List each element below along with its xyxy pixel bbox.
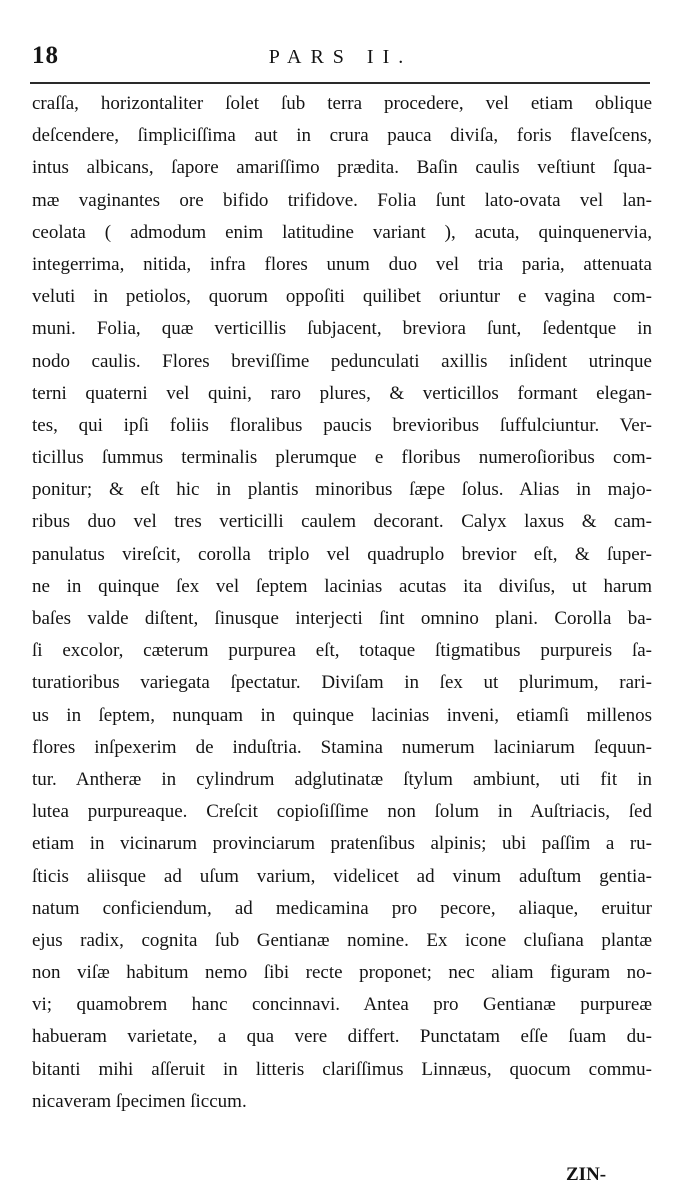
text-line: ſticis aliisque ad uſum varium, videlicet ad vinum aduſtum gentia- — [32, 865, 652, 887]
page-number: 18 — [32, 42, 59, 69]
text-line: nodo caulis. Flores breviſſime pedunculati axillis inſident utrinque — [32, 350, 652, 372]
running-head: PARS II. — [268, 46, 413, 68]
text-line: ribus duo vel tres verticilli caulem decorant. Calyx laxus & cam- — [32, 511, 652, 533]
text-line: natum conficiendum, ad medicamina pro pecore, aliaque, eruitur — [32, 897, 652, 919]
text-line: ejus radix, cognita ſub Gentianæ nomine. Ex icone cluſiana plantæ — [32, 929, 652, 951]
text-line: craſſa, horizontaliter ſolet ſub terra procedere, vel etiam oblique — [32, 93, 652, 114]
text-line: nicaveram ſpecimen ſiccum. — [32, 1090, 247, 1112]
text-line: habueram varietate, a qua vere differt. Punctatam eſſe ſuam du- — [32, 1026, 652, 1048]
text-line: muni. Folia, quæ verticillis ſubjacent, breviora ſunt, ſedentque in — [32, 318, 652, 340]
text-line: baſes valde diſtent, ſinusque interjecti ſint omnino plani. Corolla ba- — [32, 608, 652, 629]
text-line: ceolata ( admodum enim latitudine variant ), acuta, quinquenervia, — [32, 221, 652, 243]
text-line: turatioribus variegata ſpectatur. Diviſam in ſex ut plurimum, rari- — [32, 672, 652, 694]
text-line: mæ vaginantes ore bifido trifidove. Folia ſunt lato-ovata vel lan- — [32, 189, 652, 211]
text-line: deſcendere, ſimpliciſſima aut in crura pauca diviſa, foris flaveſcens, — [32, 125, 652, 147]
text-line: ne in quinque ſex vel ſeptem lacinias acutas ita diviſus, ut harum — [32, 575, 652, 597]
text-line: tur. Antheræ in cylindrum adglutinatæ ſtylum ambiunt, uti fit in — [32, 768, 652, 790]
text-line: terni quaterni vel quini, raro plures, & verticillos formant elegan- — [32, 382, 652, 404]
body-text — [32, 88, 652, 1118]
text-line: bitanti mihi aſſeruit in litteris clariſſimus Linnæus, quocum commu- — [32, 1058, 652, 1080]
text-line: ticillus ſummus terminalis plerumque e floribus numeroſioribus com- — [32, 447, 652, 469]
text-line: etiam in vicinarum provinciarum pratenſibus alpinis; ubi paſſim a ru- — [32, 833, 652, 855]
text-line: flores inſpexerim de induſtria. Stamina numerum laciniarum ſequun- — [32, 736, 652, 758]
text-line: lutea purpureaque. Creſcit copioſiſſime non ſolum in Auſtriacis, ſed — [32, 801, 652, 823]
text-line: us in ſeptem, nunquam in quinque lacinias inveni, etiamſi millenos — [32, 704, 652, 726]
catchword: ZIN- — [566, 1164, 607, 1185]
text-line: panulatus vireſcit, corolla triplo vel quadruplo brevior eſt, & ſuper- — [32, 543, 652, 565]
text-line: ponitur; & eſt hic in plantis minoribus ſæpe ſolus. Alias in majo- — [32, 479, 652, 501]
header-rule — [30, 82, 650, 84]
text-line: ſi excolor, cæterum purpurea eſt, totaque ſtigmatibus purpureis ſa- — [32, 640, 652, 662]
text-line: integerrima, nitida, infra flores unum duo vel tria paria, attenuata — [32, 253, 652, 275]
text-line: veluti in petiolos, quorum oppoſiti quilibet oriuntur e vagina com- — [32, 286, 652, 308]
text-line: intus albicans, ſapore amariſſimo prædita. Baſin caulis veſtiunt ſqua- — [32, 157, 652, 179]
text-line: tes, qui ipſi foliis floralibus paucis brevioribus ſuffulciuntur. Ver- — [32, 414, 652, 436]
text-line: vi; quamobrem hanc concinnavi. Antea pro Gentianæ purpureæ — [32, 994, 652, 1016]
text-line: non viſæ habitum nemo ſibi recte proponet; nec aliam figuram no- — [32, 962, 652, 984]
